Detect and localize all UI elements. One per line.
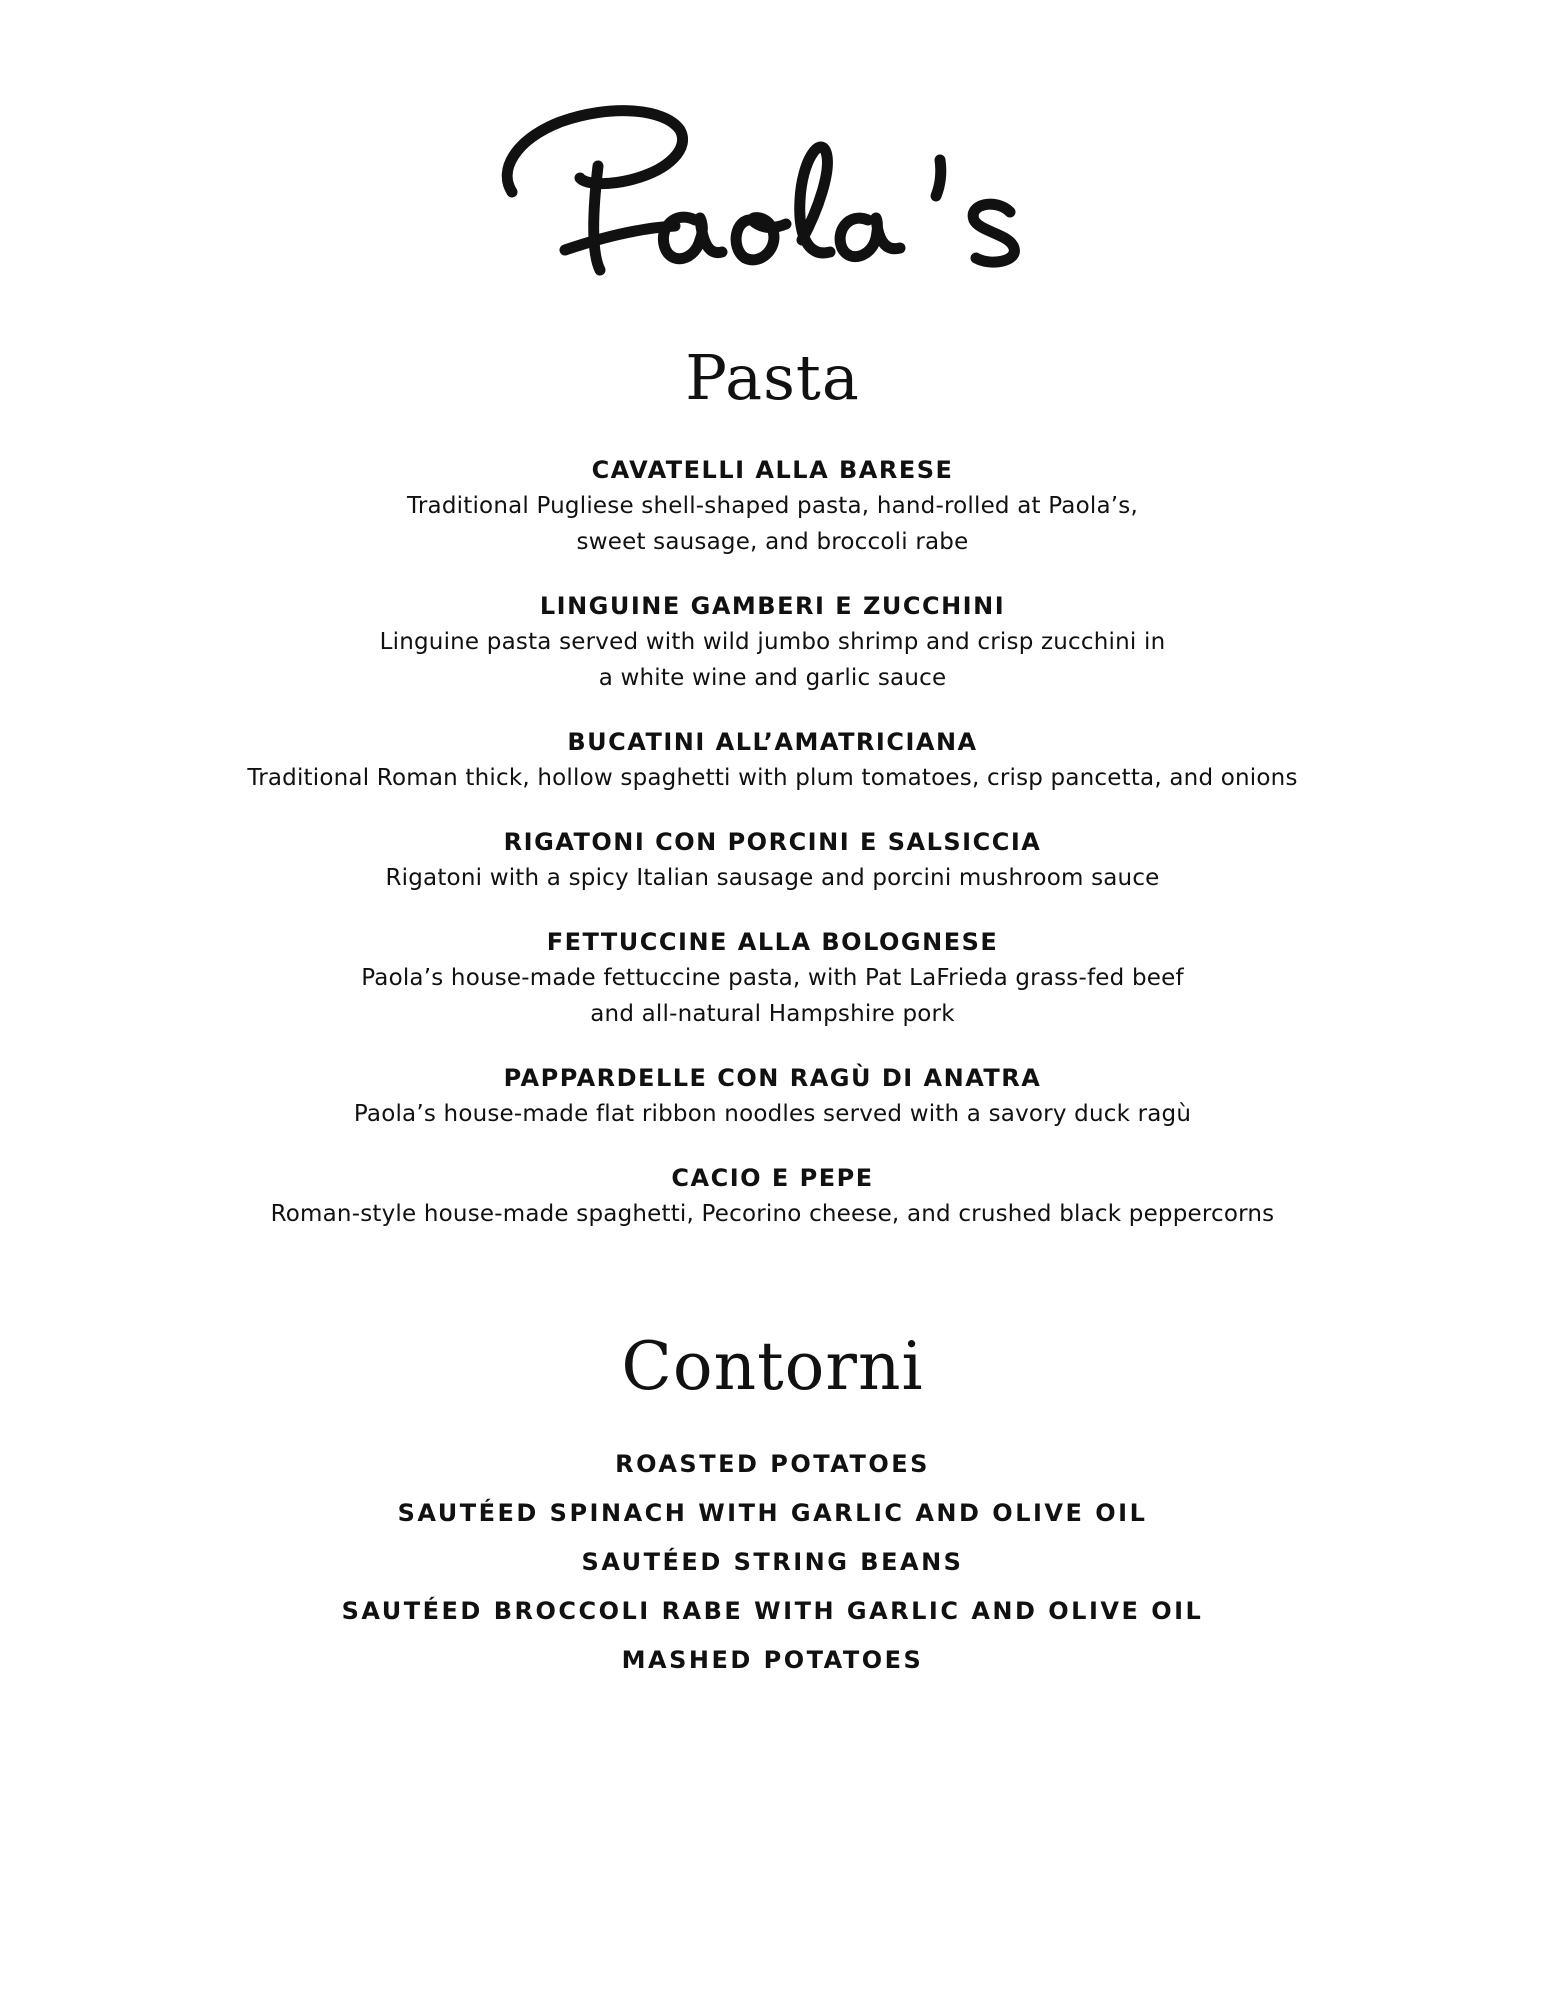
pasta-menu-list [0, 452, 1545, 1260]
menu-item-cacio-e-pepe [0, 1160, 1545, 1232]
dish-description: Traditional Pugliese shell-shaped pasta, hand-rolled at Paola’s, sweet sausage, and broccoli rabe [407, 493, 1138, 555]
side-item: MASHED POTATOES [621, 1646, 924, 1674]
dish-name: CAVATELLI ALLA BARESE [591, 456, 954, 484]
dish-name: LINGUINE GAMBERI E ZUCCHINI [539, 592, 1006, 620]
menu-item-bucatini [0, 724, 1545, 796]
dish-description: Rigatoni with a spicy Italian sausage and porcini mushroom sauce [385, 865, 1160, 891]
dish-description: Paola’s house-made fettuccine pasta, with Pat LaFrieda grass-fed beef and all-natural Hampshire pork [361, 965, 1184, 1027]
dish-description: Paola’s house-made flat ribbon noodles served with a savory duck ragù [353, 1101, 1192, 1127]
menu-item-fettuccine [0, 924, 1545, 1032]
menu-item-linguine [0, 588, 1545, 696]
side-item: SAUTÉED BROCCOLI RABE WITH GARLIC AND OLIVE OIL [341, 1597, 1204, 1625]
contorni-menu-list [0, 1440, 1545, 1685]
dish-name: CACIO E PEPE [671, 1164, 874, 1192]
dish-name: FETTUCCINE ALLA BOLOGNESE [546, 928, 999, 956]
menu-item-cavatelli [0, 452, 1545, 560]
menu-item-pappardelle [0, 1060, 1545, 1132]
contorni-section-title: Contorni [621, 1328, 924, 1405]
dish-name: BUCATINI ALL’AMATRICIANA [567, 728, 978, 756]
side-item: SAUTÉED SPINACH WITH GARLIC AND OLIVE OIL [397, 1499, 1148, 1527]
side-item: SAUTÉED STRING BEANS [581, 1548, 964, 1576]
dish-name: RIGATONI CON PORCINI E SALSICCIA [503, 828, 1042, 856]
paolas-logo [490, 100, 1050, 290]
dish-description: Roman-style house-made spaghetti, Pecorino cheese, and crushed black peppercorns [270, 1201, 1275, 1227]
side-item: ROASTED POTATOES [615, 1450, 930, 1478]
dish-name: PAPPARDELLE CON RAGÙ DI ANATRA [503, 1064, 1042, 1092]
menu-item-rigatoni [0, 824, 1545, 896]
dish-description: Linguine pasta served with wild jumbo shrimp and crisp zucchini in a white wine and garlic sauce [379, 629, 1166, 691]
dish-description: Traditional Roman thick, hollow spaghetti with plum tomatoes, crisp pancetta, and onions [247, 765, 1298, 791]
pasta-section-title: Pasta [685, 341, 860, 414]
